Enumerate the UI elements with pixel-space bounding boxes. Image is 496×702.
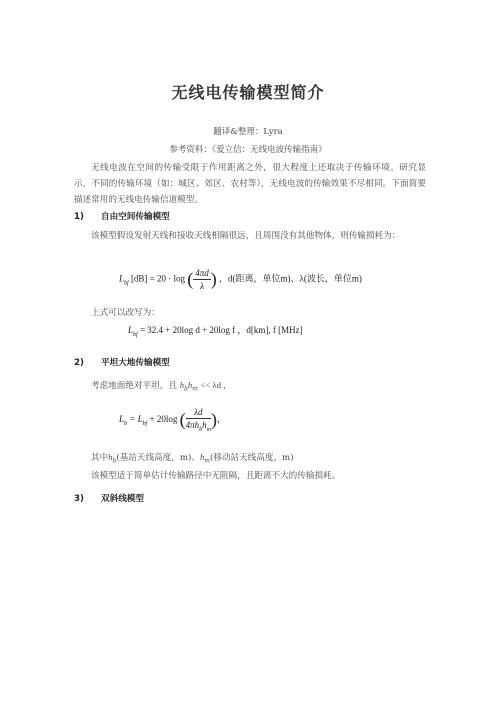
cond-h1: h — [179, 380, 184, 390]
cond-h2: h — [187, 380, 193, 390]
fraction — [193, 268, 211, 291]
fe-tail: ， — [216, 413, 226, 424]
fe-numerator: λd — [186, 407, 211, 419]
fe-lhs: L — [119, 413, 125, 424]
cond-sub1: b — [183, 385, 188, 393]
fe-plus: + 20log — [149, 413, 178, 424]
section-2-number: 2) — [74, 358, 84, 368]
section-1-number: 1) — [74, 212, 84, 222]
section-2-title: 平坦大地传输模型 — [101, 358, 170, 368]
fe-lhs-sub: b — [124, 420, 128, 427]
right-paren: ) — [210, 269, 217, 289]
section-3-title: 双斜线模型 — [101, 494, 144, 504]
free-space-formula — [119, 268, 362, 291]
reference-line: 参考资料：《爱立信：无线电波传输指南》 — [169, 145, 327, 155]
fe-den-sub2: m — [206, 426, 211, 433]
section-2-text — [91, 379, 232, 393]
fe-mid: = L — [129, 413, 143, 424]
section-2-intro: 考虑地面绝对平坦，且 — [91, 381, 177, 391]
intro-paragraph: 无线电波在空间的传输受限于作用距离之外，很大程度上还取决于传输环境。研究显示，不同的传输环境（如：城区、郊区、农村等），无线电波的传输效果不尽相同。下面简要描述常用的无线电传输信道模型。 — [74, 163, 426, 205]
section-1-paragraph: 该模型假设发射天线和接收天线相隔很远，且周围没有其他物体，则传输损耗为： — [91, 231, 401, 241]
formula2-lhs-sub: bf — [133, 331, 138, 338]
where-hb: h — [108, 452, 113, 462]
fe-den-h1: 4πh — [185, 420, 200, 430]
where-prefix: 其中 — [91, 453, 109, 463]
section-3-number: 3) — [74, 494, 84, 504]
formula2-lhs: L — [128, 325, 134, 335]
formula-lhs-sub: bf — [124, 280, 129, 287]
section-2-heading — [74, 356, 170, 368]
formula-tail: ，d(距离，单位m)、λ(波长，单位m) — [219, 273, 362, 284]
where-hm-text: (移动站天线高度，m) — [209, 453, 294, 463]
formula-lhs: L — [119, 273, 125, 284]
variables-definition — [91, 451, 294, 465]
section-1-heading — [74, 210, 170, 222]
formula-eq: = 20 · log — [149, 273, 186, 284]
formula-unit: [dB] — [130, 273, 148, 284]
fe-fraction — [186, 407, 211, 433]
where-hm: h — [199, 452, 205, 462]
fe-den-sub1: b — [199, 426, 203, 433]
document-title: 无线电传输模型简介 — [171, 83, 325, 102]
fe-den-h2: h — [202, 420, 207, 430]
fe-left-paren: ( — [179, 409, 186, 430]
where-hb-sub: b — [112, 457, 117, 465]
where-hb-text: (基站天线高度，m)、 — [116, 453, 200, 463]
section-1-title: 自由空间传输模型 — [101, 212, 170, 222]
section-3-heading — [74, 492, 144, 504]
free-space-formula-2 — [128, 323, 303, 338]
fraction-numerator: 4πd — [195, 268, 209, 278]
fe-mid-sub: bf — [142, 420, 148, 427]
fe-right-paren: ) — [210, 409, 217, 430]
rewrite-label: 上式可以改写为： — [91, 308, 160, 318]
section-2-note: 该模型适于简单估计传输路径中无阻隔，且距离不大的传输损耗。 — [91, 471, 341, 481]
flat-earth-formula — [119, 407, 226, 433]
fe-denominator — [186, 419, 211, 433]
fraction-denominator: λ — [200, 281, 204, 291]
formula2-body: = 32.4 + 20log d + 20log f ，d[km], f [MHz] — [139, 325, 303, 335]
where-hm-sub: m — [204, 457, 210, 465]
left-paren: ( — [187, 269, 194, 289]
cond-tail: << λd ， — [200, 380, 232, 390]
translator-line: 翻译&整理：Lyra — [213, 127, 283, 137]
cond-sub2: m — [192, 385, 198, 393]
